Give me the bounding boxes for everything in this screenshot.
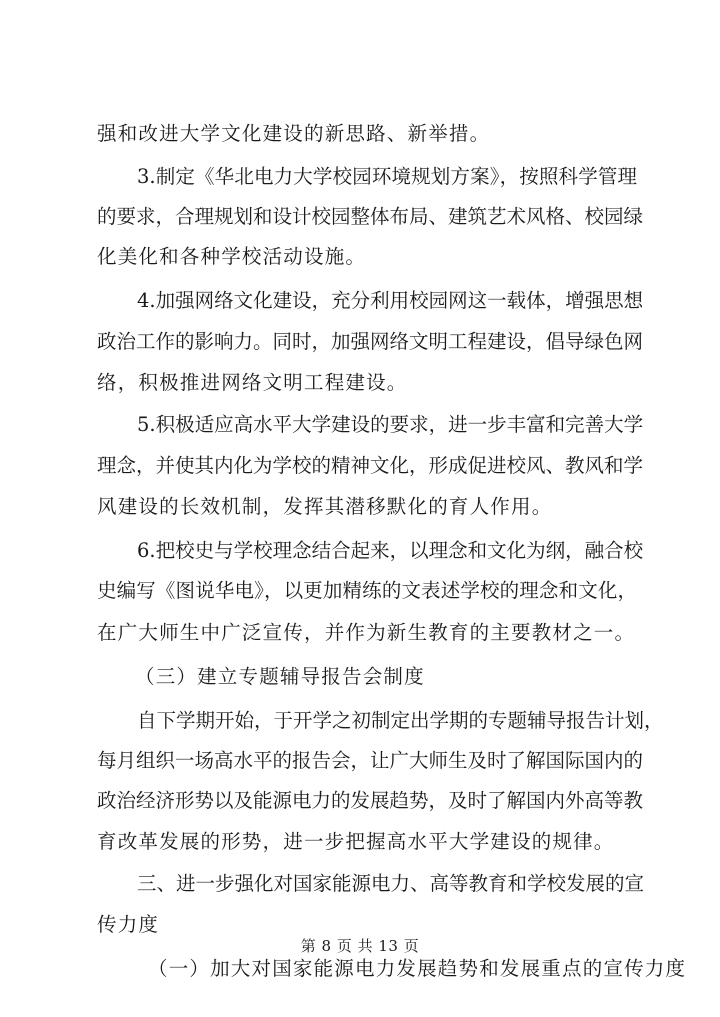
section-subheading: （一）加大对国家能源电力发展趋势和发展重点的宣传力度 (148, 957, 687, 980)
paragraph-line: 强和改进大学文化建设的新思路、新举措。 (97, 122, 491, 145)
paragraph-line: 4.加强网络文化建设，充分利用校园网这一载体，增强思想 (137, 289, 644, 312)
paragraph-line: 在广大师生中广泛宣传，并作为新生教育的主要教材之一。 (97, 621, 636, 644)
paragraph-line: 政治经济形势以及能源电力的发展趋势，及时了解国内外高等教 (97, 789, 644, 812)
paragraph-line: 3.制定《华北电力大学校园环境规划方案》，按照科学管理 (137, 165, 637, 188)
paragraph-line: 风建设的长效机制，发挥其潜移默化的育人作用。 (97, 495, 553, 518)
paragraph-line: 史编写《图说华电》，以更加精练的文表述学校的理念和文化， (97, 579, 637, 602)
paragraph-line: 自下学期开始，于开学之初制定出学期的专题辅导报告计划， (137, 709, 664, 732)
section-heading: 三、进一步强化对国家能源电力、高等教育和学校发展的宣 (137, 872, 645, 895)
paragraph-line: 5.积极适应高水平大学建设的要求，进一步丰富和完善大学 (137, 413, 644, 436)
paragraph-line: 政治工作的影响力。同时，加强网络文明工程建设，倡导绿色网 (97, 330, 644, 353)
paragraph-line: 每月组织一场高水平的报告会，让广大师生及时了解国际国内的 (97, 749, 644, 772)
page-number-footer: 第 8 页 共 13 页 (300, 937, 420, 955)
section-subheading: （三）建立专题辅导报告会制度 (135, 665, 425, 688)
paragraph-line: 育改革发展的形势，进一步把握高水平大学建设的规律。 (97, 830, 615, 853)
paragraph-line: 6.把校史与学校理念结合起来，以理念和文化为纲，融合校 (137, 539, 644, 562)
paragraph-line: 络，积极推进网络文明工程建设。 (97, 371, 408, 394)
paragraph-line: 的要求，合理规划和设计校园整体布局、建筑艺术风格、校园绿 (97, 205, 644, 228)
paragraph-line: 理念，并使其内化为学校的精神文化，形成促进校风、教风和学 (97, 454, 644, 477)
paragraph-line: 化美化和各种学校活动设施。 (97, 245, 367, 268)
section-heading: 传力度 (97, 913, 160, 936)
